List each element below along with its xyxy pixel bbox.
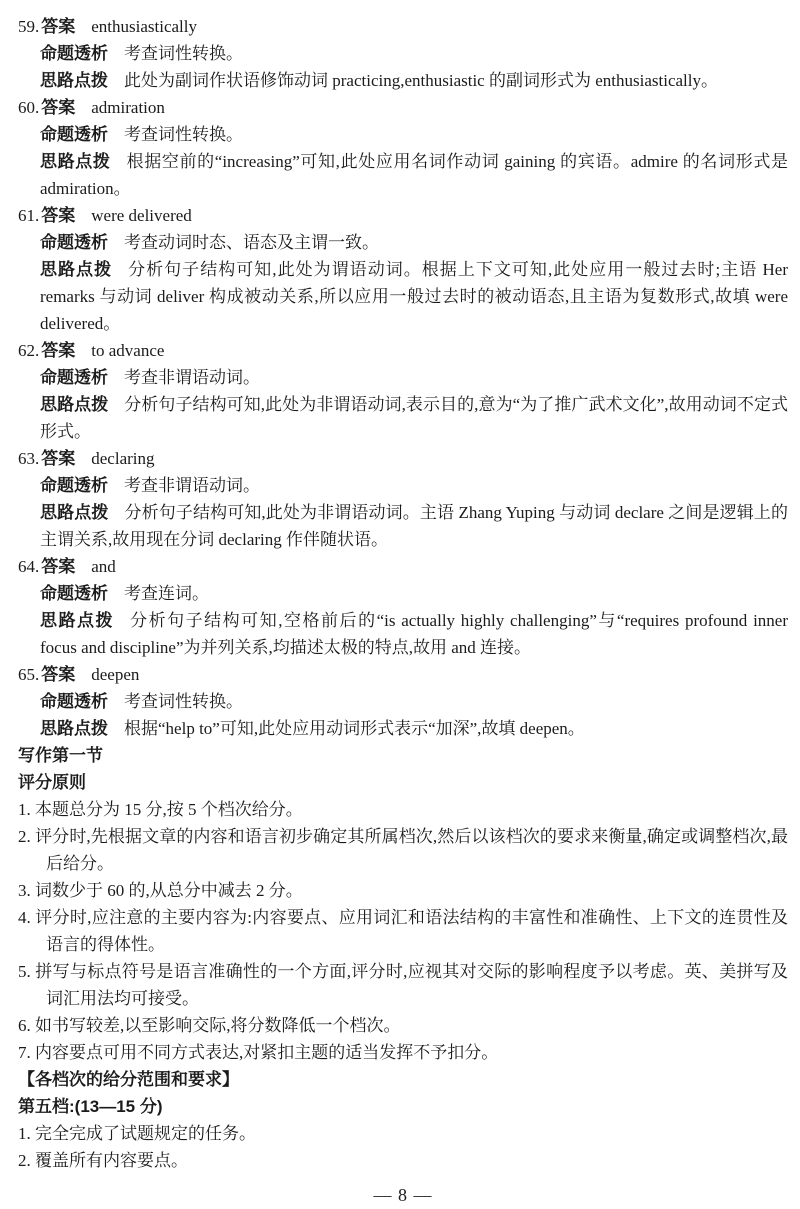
item-number: 64. (18, 557, 40, 576)
answer-item (18, 661, 788, 742)
tips-line (40, 256, 788, 337)
analysis-label: 命题透析 (40, 44, 108, 63)
tips-line (40, 607, 788, 661)
band5-point: 2. 覆盖所有内容要点。 (18, 1151, 188, 1170)
item-number: 59. (18, 17, 40, 36)
analysis-label: 命题透析 (40, 233, 108, 252)
answer-value: and (91, 557, 116, 576)
answer-item (18, 553, 788, 661)
analysis-label: 命题透析 (40, 692, 108, 711)
principle-item: 6. 如书写较差,以至影响交际,将分数降低一个档次。 (18, 1016, 401, 1035)
analysis-label: 命题透析 (40, 476, 108, 495)
principle-item: 1. 本题总分为 15 分,按 5 个档次给分。 (18, 800, 303, 819)
tips-line (40, 67, 788, 94)
analysis-line (40, 121, 788, 148)
tips-label: 思路点拨 (40, 503, 109, 522)
tips-text: 根据空前的“increasing”可知,此处应用名词作动词 gaining 的宾语。admire 的名词形式是 admiration。 (40, 152, 789, 198)
analysis-line (40, 688, 788, 715)
tips-text: 分析句子结构可知,此处为非谓语动词。主语 Zhang Yuping 与动词 declare 之间是逻辑上的主谓关系,故用现在分词 declaring 作伴随状语。 (40, 503, 789, 549)
analysis-text: 考查词性转换。 (124, 44, 243, 63)
analysis-line (40, 580, 788, 607)
answer-item (18, 202, 788, 337)
answer-item (18, 445, 788, 553)
item-number: 61. (18, 206, 40, 225)
analysis-text: 考查非谓语动词。 (124, 476, 260, 495)
item-number: 65. (18, 665, 40, 684)
tips-label: 思路点拨 (40, 260, 113, 279)
answer-label: 答案 (41, 98, 76, 117)
tips-line (40, 391, 788, 445)
answer-label: 答案 (41, 206, 76, 225)
tips-line (40, 499, 788, 553)
band5-point: 1. 完全完成了试题规定的任务。 (18, 1124, 256, 1143)
tips-label: 思路点拨 (40, 395, 109, 414)
answer-line (18, 337, 788, 364)
item-number: 60. (18, 98, 40, 117)
principle-item: 4. 评分时,应注意的主要内容为:内容要点、应用词汇和语法结构的丰富性和准确性、上下文的连贯性及语言的得体性。 (18, 908, 788, 954)
tips-text: 分析句子结构可知,此处为非谓语动词,表示目的,意为“为了推广武术文化”,故用动词不定式形式。 (40, 395, 789, 441)
tips-text: 根据“help to”可知,此处应用动词形式表示“加深”,故填 deepen。 (124, 719, 585, 738)
answer-value: declaring (91, 449, 155, 468)
tips-label: 思路点拨 (40, 152, 111, 171)
answer-value: deepen (91, 665, 140, 684)
answer-value: admiration (91, 98, 165, 117)
analysis-text: 考查动词时态、语态及主谓一致。 (124, 233, 379, 252)
principle-item: 5. 拼写与标点符号是语言准确性的一个方面,评分时,应视其对交际的影响程度予以考虑。英、美拼写及词汇用法均可接受。 (18, 962, 788, 1008)
band5-title: 第五档:(13—15 分) (18, 1097, 163, 1116)
principle-item: 3. 词数少于 60 的,从总分中减去 2 分。 (18, 881, 303, 900)
answer-line (18, 94, 788, 121)
answer-line (18, 445, 788, 472)
tips-text: 此处为副词作状语修饰动词 practicing,enthusiastic 的副词形式为 enthusiastically。 (124, 71, 718, 90)
answer-label: 答案 (41, 341, 76, 360)
bands-heading: 【各档次的给分范围和要求】 (18, 1070, 239, 1089)
tips-text: 分析句子结构可知,空格前后的“is actually highly challenging”与“requires profound inner focus and discipline”为并列关系,均描述太极的特点,故用 and 连接。 (40, 611, 788, 657)
page-number: — 8 — (373, 1185, 433, 1205)
answer-item (18, 94, 788, 202)
analysis-text: 考查连词。 (124, 584, 209, 603)
analysis-line (40, 40, 788, 67)
principle-item: 2. 评分时,先根据文章的内容和语言初步确定其所属档次,然后以该档次的要求来衡量,确定或调整档次,最后给分。 (18, 827, 788, 873)
analysis-line (40, 364, 788, 391)
item-number: 63. (18, 449, 40, 468)
answer-label: 答案 (41, 665, 76, 684)
tips-text: 分析句子结构可知,此处为谓语动词。根据上下文可知,此处应用一般过去时;主语 Her remarks 与动词 deliver 构成被动关系,所以应用一般过去时的被动语态,且主语为复数形式,故填 were delivered。 (40, 260, 788, 333)
tips-label: 思路点拨 (40, 611, 115, 630)
answer-line (18, 553, 788, 580)
analysis-label: 命题透析 (40, 125, 108, 144)
answer-line (18, 202, 788, 229)
answer-line (18, 13, 788, 40)
tips-label: 思路点拨 (40, 719, 108, 738)
answer-value: enthusiastically (91, 17, 198, 36)
scoring-principles-heading: 评分原则 (18, 773, 86, 792)
answer-value: were delivered (91, 206, 192, 225)
item-number: 62. (18, 341, 40, 360)
answer-line (18, 661, 788, 688)
principle-item: 7. 内容要点可用不同方式表达,对紧扣主题的适当发挥不予扣分。 (18, 1043, 499, 1062)
analysis-text: 考查词性转换。 (124, 692, 243, 711)
analysis-line (40, 229, 788, 256)
tips-line (40, 715, 788, 742)
analysis-text: 考查词性转换。 (124, 125, 243, 144)
answer-item (18, 337, 788, 445)
answer-label: 答案 (41, 449, 76, 468)
answer-label: 答案 (41, 557, 76, 576)
answer-item (18, 13, 788, 94)
tips-line (40, 148, 788, 202)
analysis-text: 考查非谓语动词。 (124, 368, 260, 387)
tips-label: 思路点拨 (40, 71, 108, 90)
answer-value: to advance (91, 341, 165, 360)
analysis-label: 命题透析 (40, 368, 108, 387)
answer-label: 答案 (41, 17, 76, 36)
analysis-line (40, 472, 788, 499)
analysis-label: 命题透析 (40, 584, 108, 603)
writing-section-heading: 写作第一节 (18, 746, 103, 765)
